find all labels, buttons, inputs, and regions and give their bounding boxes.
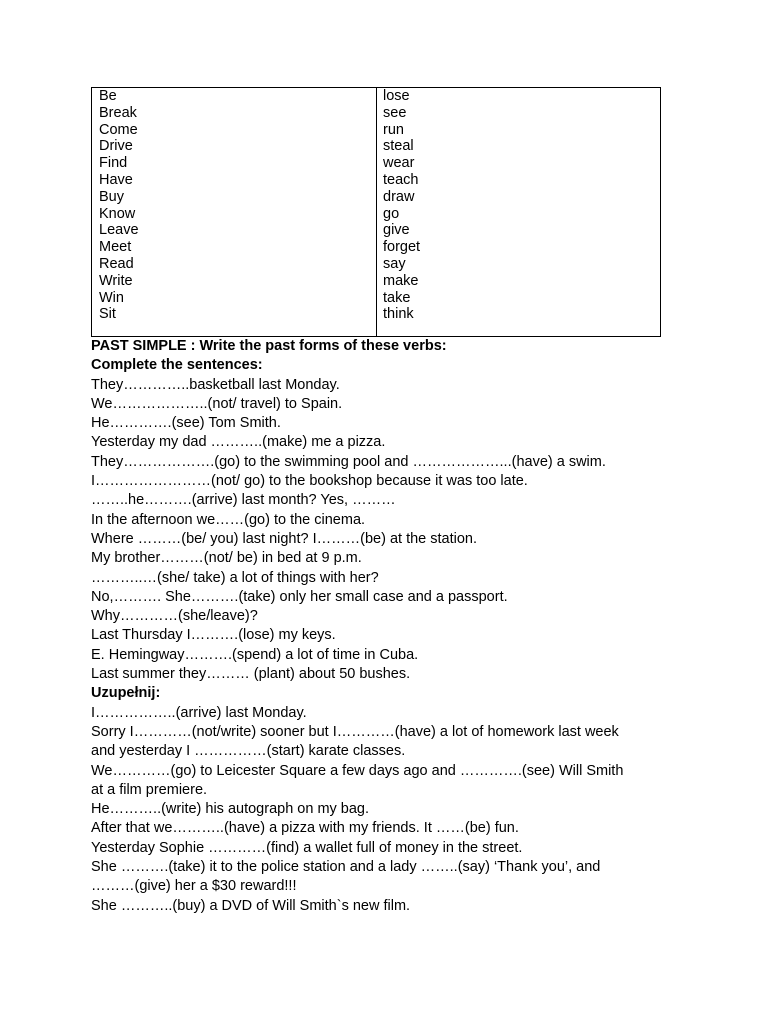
exercise-content	[91, 337, 671, 916]
verb-item: wear	[383, 155, 415, 172]
story-line: at a film premiere.	[91, 781, 208, 798]
exercise-sentence: Why…………(she/leave)?	[91, 608, 258, 625]
exercise-sentence: My brother………(not/ be) in bed at 9 p.m.	[91, 550, 362, 567]
story-line: He………..(write) his autograph on my bag.	[91, 801, 370, 818]
verb-item: Read	[99, 255, 134, 272]
exercise-sentence: Yesterday my dad ………..(make) me a pizza.	[91, 434, 386, 451]
verb-item: Drive	[99, 138, 133, 155]
story-line: and yesterday I ……………(start) karate classes.	[91, 743, 406, 760]
verb-item: lose	[383, 88, 410, 104]
verb-item: Write	[99, 272, 133, 289]
verb-item: make	[383, 272, 419, 289]
story-line: We…………(go) to Leicester Square a few days ago and ………….(see) Will Smith	[91, 762, 624, 779]
verb-item: forget	[383, 239, 421, 256]
verb-column-left	[92, 88, 377, 336]
story-line: ………(give) her a $30 reward!!!	[91, 878, 297, 895]
exercise-sentence: I……………………(not/ go) to the bookshop because it was too late.	[91, 473, 528, 490]
verb-item: Know	[99, 205, 136, 222]
verb-table	[91, 87, 661, 337]
section-heading-uzupelnij: Uzupełnij:	[91, 685, 161, 702]
exercise-sentence: ………..…(she/ take) a lot of things with her?	[91, 569, 379, 586]
section-subheading: Complete the sentences:	[91, 357, 263, 374]
verb-item: take	[383, 289, 411, 306]
verb-item: Buy	[99, 188, 124, 205]
story-line: She ……….(take) it to the police station and a lady ……..(say) ‘Thank you’, and	[91, 859, 601, 876]
verb-item: Meet	[99, 239, 132, 256]
exercise-sentence: He………….(see) Tom Smith.	[91, 415, 281, 432]
story-line: After that we………..(have) a pizza with my friends. It ……(be) fun.	[91, 820, 519, 837]
verb-item: think	[383, 306, 414, 323]
verb-item: Come	[99, 121, 138, 138]
exercise-sentence: They……………….(go) to the swimming pool and ………………...(have) a swim.	[91, 453, 606, 470]
exercise-sentence: No,………. She……….(take) only her small case and a passport.	[91, 588, 508, 605]
exercise-sentence: Last summer they……… (plant) about 50 bushes.	[91, 666, 411, 683]
verb-item: say	[383, 255, 406, 272]
verb-item: give	[383, 222, 410, 239]
exercise-sentence: In the afternoon we……(go) to the cinema.	[91, 511, 366, 528]
exercise-sentence: ……..he……….(arrive) last month? Yes, ………	[91, 492, 396, 509]
verb-column-right	[377, 88, 660, 336]
exercise-sentence: Last Thursday I……….(lose) my keys.	[91, 627, 336, 644]
story-line: Sorry I…………(not/write) sooner but I…………(have) a lot of homework last week	[91, 723, 619, 740]
verb-item: teach	[383, 171, 419, 188]
exercise-sentence: They…………..basketball last Monday.	[91, 376, 340, 393]
verb-item: Have	[99, 171, 133, 188]
verb-item: go	[383, 205, 400, 222]
story-line: I……………..(arrive) last Monday.	[91, 704, 307, 721]
story-line: Yesterday Sophie …………(find) a wallet full of money in the street.	[91, 839, 523, 856]
exercise-sentence: E. Hemingway……….(spend) a lot of time in Cuba.	[91, 646, 419, 663]
verb-item: run	[383, 121, 404, 138]
verb-item: draw	[383, 188, 415, 205]
verb-item: Leave	[99, 222, 139, 239]
story-line: She ………..(buy) a DVD of Will Smith`s new film.	[91, 897, 411, 914]
exercise-sentence: Where ………(be/ you) last night? I………(be) at the station.	[91, 530, 478, 547]
verb-item: steal	[383, 138, 414, 155]
verb-item: Win	[99, 289, 124, 306]
verb-item: Break	[99, 104, 137, 121]
section-heading: PAST SIMPLE : Write the past forms of these verbs:	[91, 338, 447, 354]
verb-item: Be	[99, 88, 117, 104]
verb-item: Sit	[99, 306, 116, 323]
verb-item: Find	[99, 155, 128, 172]
verb-item: see	[383, 104, 407, 121]
exercise-sentence: We………………..(not/ travel) to Spain.	[91, 395, 343, 412]
